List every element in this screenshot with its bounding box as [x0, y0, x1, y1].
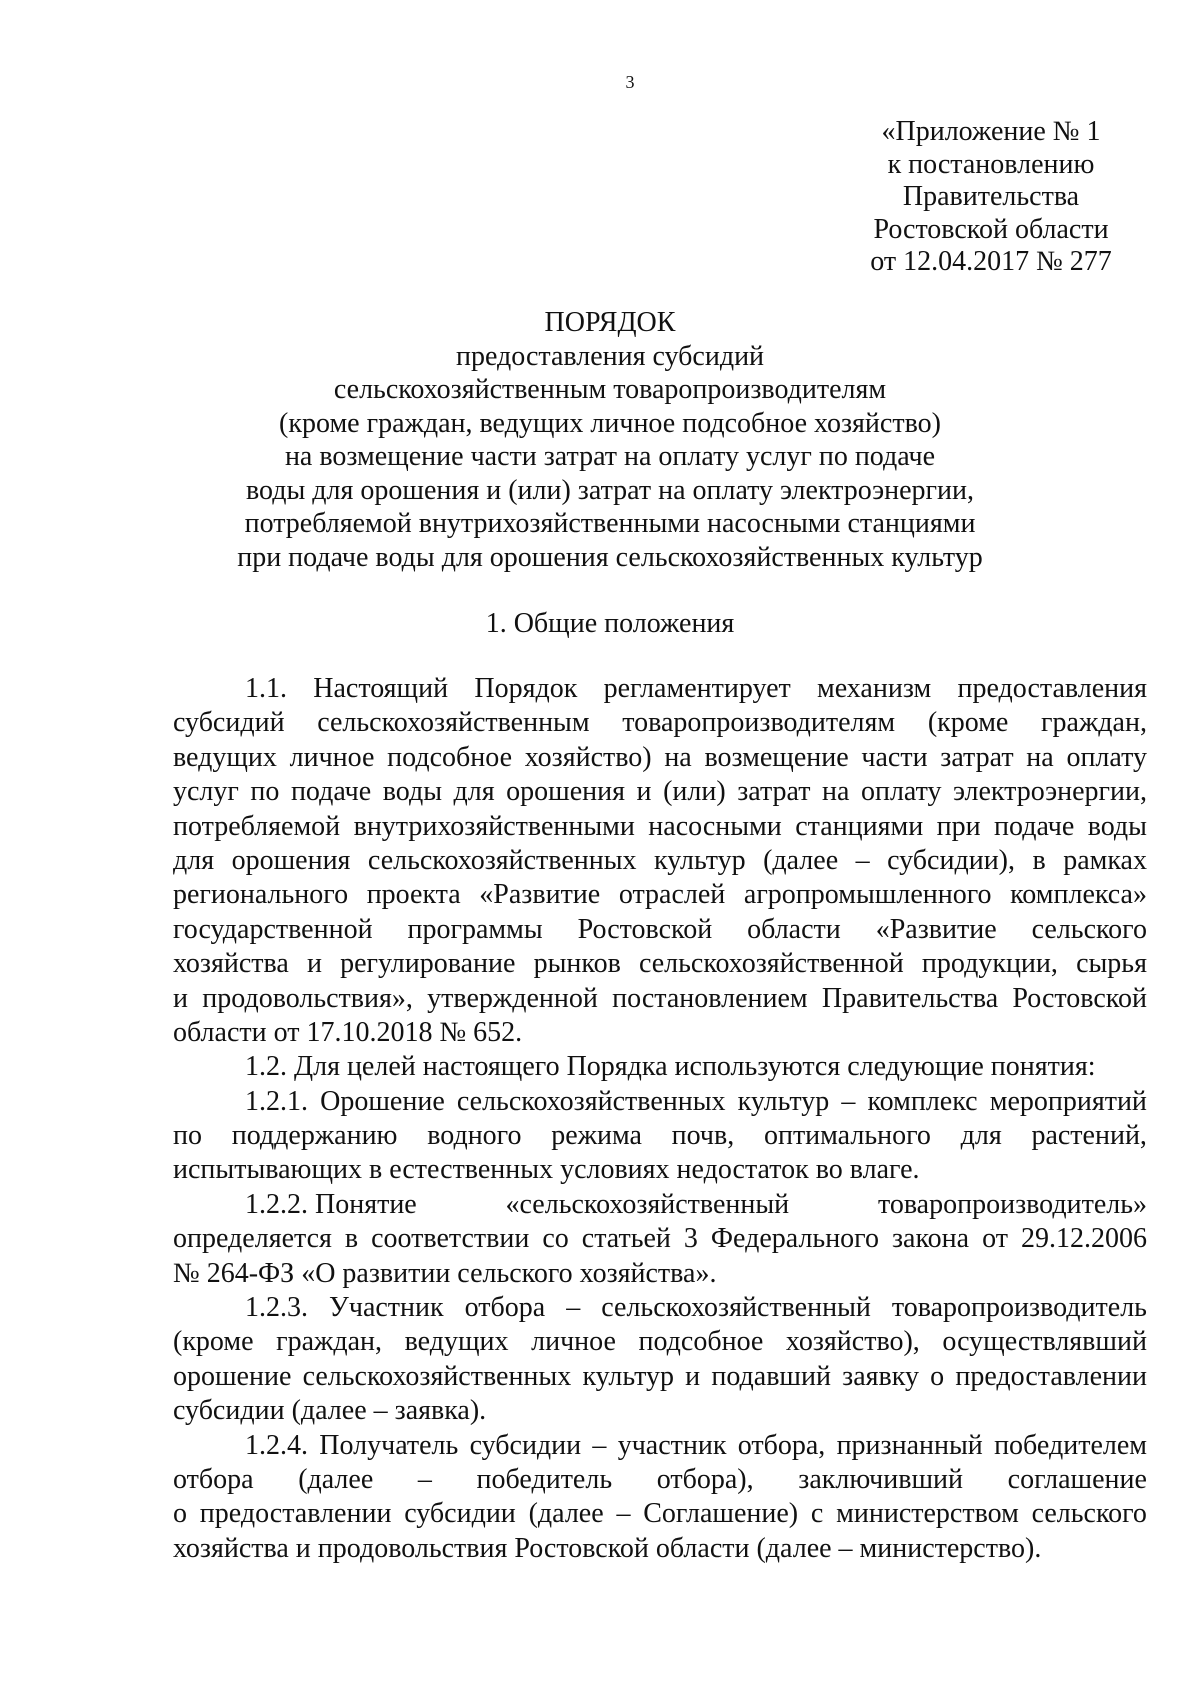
title-line: потребляемой внутрихозяйственными насосными станциями: [244, 508, 976, 539]
word: товаропроизводитель»: [877, 1188, 1147, 1220]
word: возмещение: [704, 741, 849, 773]
word: водного: [427, 1120, 522, 1152]
paragraph-1-2: 1.2. Для целей настоящего Порядка используются следующие понятия:: [245, 1051, 1096, 1083]
word: регионального: [173, 879, 349, 911]
word: оптимального: [763, 1120, 931, 1152]
word: на: [1026, 741, 1054, 773]
word: 1.1.: [245, 673, 287, 704]
word: орошения: [231, 844, 351, 876]
word: культур: [737, 1085, 830, 1117]
word: 1.2.2. Понятие: [245, 1188, 417, 1220]
word: Соглашение): [643, 1498, 799, 1530]
word: потребляемой: [173, 810, 341, 842]
justified-line: [173, 1291, 1147, 1325]
word: в: [1032, 844, 1046, 876]
word: отраслей: [618, 879, 726, 911]
word: «сельскохозяйственный: [505, 1188, 790, 1220]
word: по: [250, 776, 280, 808]
word: определяется: [173, 1223, 332, 1255]
word: Ростовской: [1012, 982, 1147, 1014]
word: внутрихозяйственными: [353, 810, 635, 842]
word: воды: [1087, 810, 1147, 842]
word: ведущих: [173, 741, 277, 773]
word: 1.2.4.: [245, 1429, 308, 1461]
word: затрат: [737, 776, 811, 808]
title-line: предоставления субсидий: [455, 340, 765, 372]
word: признанный: [836, 1429, 983, 1461]
justified-line: [173, 1222, 1147, 1256]
word: –: [417, 1463, 432, 1495]
justified-line: [173, 982, 1147, 1016]
word: отбора: [173, 1463, 254, 1495]
word: –: [592, 1429, 607, 1461]
justified-line: [173, 878, 1147, 912]
paragraph-last-line: № 264-ФЗ «О развитии сельского хозяйства».: [173, 1257, 717, 1289]
word: (далее: [763, 844, 839, 876]
word: оплату: [1066, 741, 1147, 773]
word: подаче: [290, 776, 372, 808]
word: области: [747, 913, 841, 945]
word: подсобное: [387, 741, 512, 773]
document-title: [150, 306, 1070, 574]
word: граждан,: [1041, 707, 1147, 739]
word: предоставлении: [955, 1360, 1147, 1392]
justified-line: [173, 810, 1147, 844]
justified-line: [173, 1360, 1147, 1394]
word: Орошение: [320, 1085, 445, 1117]
word: сельскохозяйственных: [302, 1360, 572, 1392]
page-number: 3: [625, 72, 635, 92]
word: со: [542, 1223, 569, 1255]
word: закона: [891, 1223, 970, 1255]
word: Участник: [329, 1292, 444, 1324]
word: от: [982, 1223, 1008, 1255]
word: соответствии: [371, 1223, 530, 1255]
word: победитель: [476, 1463, 613, 1495]
word: и: [173, 982, 188, 1014]
word: о: [930, 1360, 945, 1392]
word: орошение: [173, 1360, 292, 1392]
word: Правительства: [821, 982, 999, 1014]
title-line: на возмещение части затрат на оплату услуг по подаче: [284, 441, 936, 472]
word: (далее: [528, 1498, 604, 1530]
body-text: [173, 672, 1147, 1566]
word: культур: [582, 1360, 674, 1392]
word: субсидии: [404, 1498, 516, 1530]
word: (кроме: [927, 707, 1009, 739]
word: рамках: [1063, 844, 1147, 876]
word: (далее: [298, 1463, 374, 1495]
title-line: воды для орошения и (или) затрат на оплату электроэнергии,: [246, 474, 974, 506]
justified-line: [173, 947, 1147, 981]
word: товаропроизводителям: [622, 707, 896, 739]
word: поддержанию: [231, 1120, 398, 1152]
word: утвержденной: [427, 982, 598, 1014]
word: и: [636, 776, 652, 808]
word: насосными: [648, 810, 782, 842]
justified-line: [173, 1325, 1147, 1359]
justified-line: [173, 672, 1147, 706]
word: регулирование: [340, 948, 516, 980]
word: статьей: [581, 1223, 671, 1255]
word: Получатель: [319, 1429, 459, 1461]
justified-line: [173, 706, 1147, 740]
paragraph-last-line: области от 17.10.2018 № 652.: [173, 1016, 523, 1048]
word: культур: [654, 844, 746, 876]
word: на: [664, 741, 692, 773]
justified-line: [173, 741, 1147, 775]
word: заключивший: [798, 1463, 963, 1495]
justified-line: [173, 913, 1147, 947]
word: при: [936, 810, 981, 842]
word: победителем: [994, 1429, 1147, 1461]
word: 3: [683, 1223, 698, 1255]
word: –: [616, 1498, 631, 1530]
word: рынков: [533, 948, 621, 980]
annex-line: Ростовской области: [873, 213, 1109, 245]
word: с: [810, 1498, 824, 1530]
word: государственной: [173, 913, 373, 945]
word: хозяйство),: [785, 1326, 920, 1358]
word: агропромышленного: [743, 879, 992, 911]
word: ведущих: [404, 1326, 509, 1358]
word: почв,: [671, 1120, 735, 1152]
word: личное: [531, 1326, 616, 1358]
annex-line: от 12.04.2017 № 277: [870, 246, 1112, 277]
word: (или): [663, 776, 726, 808]
word: электроэнергии,: [953, 776, 1147, 808]
word: продовольствия»,: [202, 982, 413, 1014]
word: подсобное: [638, 1326, 764, 1358]
word: субсидий: [173, 707, 285, 739]
word: для: [173, 844, 215, 876]
word: соглашение: [1007, 1463, 1147, 1495]
word: отбора,: [737, 1429, 826, 1461]
word: Ростовской: [577, 913, 713, 945]
annex-header: [862, 116, 1120, 279]
word: регламентирует: [603, 673, 791, 704]
word: –: [855, 844, 870, 876]
justified-line: [173, 1497, 1147, 1531]
word: товаропроизводитель: [891, 1292, 1147, 1324]
word: сельского: [1031, 913, 1147, 945]
justified-line: [173, 1429, 1147, 1463]
word: части: [861, 741, 928, 773]
word: «Развитие: [875, 913, 997, 945]
paragraph-last-line: субсидии (далее – заявка).: [173, 1395, 487, 1427]
word: предоставлении: [199, 1498, 392, 1530]
justified-line: [173, 844, 1147, 878]
title-line: при подаче воды для орошения сельскохозяйственных культур: [237, 541, 983, 573]
annex-line: Правительства: [902, 181, 1080, 212]
justified-line: [173, 775, 1147, 809]
word: предоставления: [957, 673, 1147, 704]
word: личное: [289, 741, 375, 773]
section-heading: 1. Общие положения: [485, 608, 735, 639]
word: отбора),: [656, 1463, 754, 1495]
paragraph-1-1: [173, 672, 1147, 1050]
paragraph-1-2-1: [173, 1085, 1147, 1188]
word: министерством: [836, 1498, 1019, 1530]
word: и: [306, 948, 322, 980]
justified-line: [173, 1188, 1147, 1222]
title-line: сельскохозяйственным товаропроизводителям: [333, 374, 887, 405]
word: комплекс: [867, 1085, 978, 1117]
paragraph-last-line: хозяйства и продовольствия Ростовской области (далее – министерство).: [173, 1532, 1042, 1564]
word: оплату: [860, 776, 942, 808]
word: сельскохозяйственных: [456, 1085, 726, 1117]
word: и: [685, 1360, 701, 1392]
title-line: (кроме граждан, ведущих личное подсобное хозяйство): [279, 407, 941, 439]
word: осуществлявший: [942, 1326, 1147, 1358]
word: мероприятий: [989, 1085, 1147, 1117]
word: комплекса»: [1010, 879, 1147, 911]
word: Федерального: [710, 1223, 879, 1255]
word: сельскохозяйственной: [638, 948, 904, 980]
word: сельскохозяйственных: [367, 844, 637, 876]
justified-line: [173, 1119, 1147, 1153]
word: 1.2.3.: [245, 1292, 308, 1324]
word: «Развитие: [479, 879, 601, 911]
word: (кроме: [173, 1326, 254, 1358]
word: хозяйство): [524, 741, 652, 773]
word: граждан,: [276, 1326, 383, 1358]
word: по: [173, 1120, 202, 1152]
word: растений,: [1031, 1120, 1147, 1152]
title-heading: ПОРЯДОК: [544, 307, 676, 338]
word: сырья: [1076, 948, 1147, 980]
word: субсидии: [469, 1429, 582, 1461]
word: 1.2.1.: [245, 1085, 308, 1117]
word: для: [453, 776, 495, 808]
paragraph-1-2-2: [173, 1188, 1147, 1291]
word: участник: [617, 1429, 727, 1461]
word: Порядок: [474, 673, 578, 704]
word: сельскохозяйственный: [601, 1292, 871, 1324]
word: постановлением: [612, 982, 808, 1014]
word: проекта: [366, 879, 461, 911]
word: подаче: [994, 810, 1075, 842]
word: станциями: [795, 810, 924, 842]
word: хозяйства: [173, 948, 289, 980]
word: сельскохозяйственным: [317, 707, 590, 739]
word: Настоящий: [313, 673, 449, 704]
word: услуг: [173, 776, 239, 808]
paragraph-1-2-3: [173, 1291, 1147, 1429]
word: сельского: [1031, 1498, 1147, 1530]
word: механизм: [817, 673, 932, 704]
word: для: [960, 1120, 1002, 1152]
annex-line: «Приложение № 1: [881, 116, 1101, 147]
justified-line: [173, 1463, 1147, 1497]
word: продукции,: [921, 948, 1058, 980]
word: –: [841, 1085, 856, 1117]
word: на: [822, 776, 850, 808]
word: 29.12.2006: [1020, 1223, 1147, 1255]
word: субсидии),: [887, 844, 1015, 876]
paragraph-1-2-4: [173, 1429, 1147, 1567]
word: воды: [382, 776, 442, 808]
word: отбора: [464, 1292, 546, 1324]
word: орошения: [506, 776, 626, 808]
word: режима: [551, 1120, 642, 1152]
word: подавший: [711, 1360, 831, 1392]
word: затрат: [940, 741, 1014, 773]
paragraph-last-line: испытывающих в естественных условиях недостаток во влаге.: [173, 1154, 920, 1186]
word: о: [173, 1498, 187, 1530]
word: –: [566, 1292, 581, 1324]
justified-line: [173, 1085, 1147, 1119]
word: программы: [407, 913, 543, 945]
annex-line: к постановлению: [887, 148, 1095, 180]
word: в: [344, 1223, 359, 1255]
word: заявку: [842, 1360, 919, 1392]
